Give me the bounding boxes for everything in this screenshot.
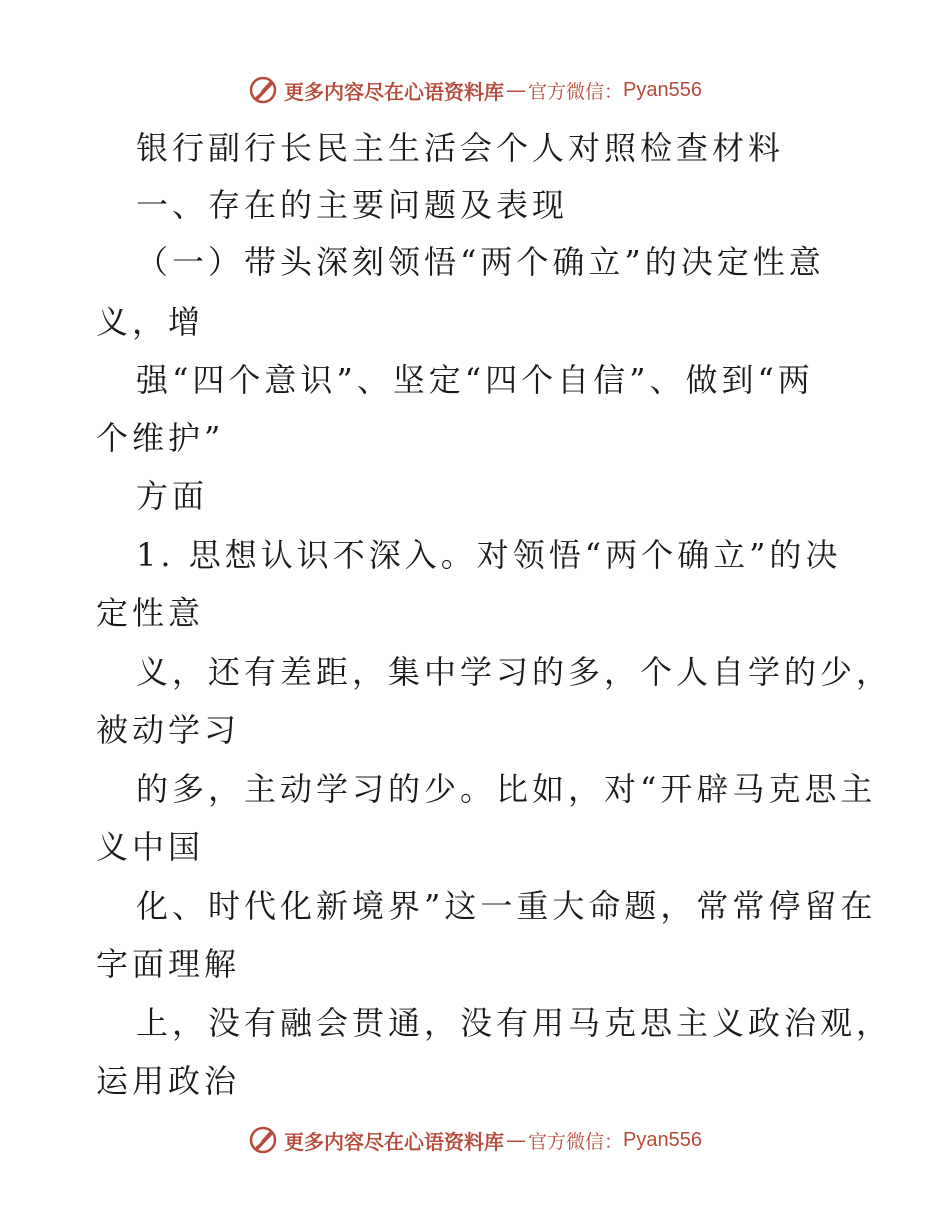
- banner-wechat-label: 官方微信：: [528, 1130, 624, 1153]
- paragraph-line: 定性意: [96, 594, 205, 632]
- subsection-heading-continued: 义，增: [96, 303, 205, 341]
- banner-dash: —: [506, 1128, 526, 1152]
- paragraph-line: 运用政治: [96, 1062, 241, 1100]
- banner-wechat-id: Pyan556: [623, 78, 702, 101]
- paragraph-line: 字面理解: [96, 945, 241, 983]
- paragraph-line: 义，还有差距，集中学习的多，个人自学的少，: [136, 653, 893, 691]
- document-title: 银行副行长民主生活会个人对照检查材料: [136, 129, 785, 167]
- subsection-heading: （一）带头深刻领悟“两个确立”的决定性意: [136, 243, 825, 281]
- banner-dash: —: [506, 78, 526, 102]
- banner-wechat-id: Pyan556: [623, 1128, 702, 1151]
- section-heading: 一、存在的主要问题及表现: [136, 186, 569, 224]
- paragraph-line: 的多，主动学习的少。比如，对“开辟马克思主: [136, 770, 877, 808]
- subsection-heading-continued: 强“四个意识”、坚定“四个自信”、做到“两: [136, 361, 814, 399]
- footer-banner: [0, 1120, 950, 1160]
- quill-pen-circle-icon: [248, 75, 278, 105]
- subsection-heading-continued: 个维护”: [96, 419, 225, 457]
- paragraph-line: 化、时代化新境界”这一重大命题，常常停留在: [136, 887, 877, 925]
- paragraph-line: 被动学习: [96, 711, 241, 749]
- banner-brand-text: 更多内容尽在心语资料库: [284, 79, 504, 104]
- paragraph-line: 上，没有融会贯通，没有用马克思主义政治观，: [136, 1004, 893, 1042]
- banner-wechat-label: 官方微信：: [528, 80, 624, 103]
- subsection-heading-continued: 方面: [136, 477, 209, 515]
- paragraph-line: 1. 思想认识不深入。对领悟“两个确立”的决: [136, 536, 842, 574]
- paragraph-line: 义中国: [96, 828, 205, 866]
- quill-pen-circle-icon: [248, 1125, 278, 1155]
- banner-brand-text: 更多内容尽在心语资料库: [284, 1129, 504, 1154]
- header-banner: [0, 70, 950, 110]
